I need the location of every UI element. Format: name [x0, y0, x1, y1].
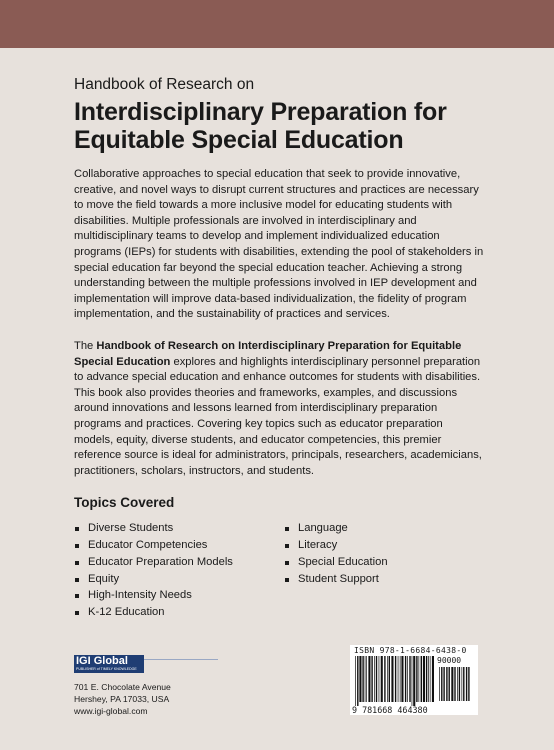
topic-item: Student Support — [284, 571, 388, 588]
barcode-bar — [401, 656, 403, 702]
barcode-bar — [409, 656, 410, 702]
barcode-bar — [368, 656, 370, 702]
topics-heading: Topics Covered — [74, 495, 175, 511]
description-paragraph-1: Collaborative approaches to special education that seek to provide innovative, creative, and novel ways to disrupt current structures and practices are necessary to move the field towards a more inclusive model for educating students with disabilities. Multiple professionals are involved in interdisciplinary and multidisciplinary teams to develop and implement individualized education programs (IEPs) for students with disabilities, extending the pool of stakeholders in special education far beyond the special education teacher. Achieving a strong understanding between the multiple professions involved in IEP development and implementation will improve data-based individualization, the fidelity of program implementation, and the sustainability of practices and services. — [74, 168, 484, 321]
paragraph-2-body: explores and highlights interdisciplinary personnel preparation to advance special education and enhance outcomes for students with disabilities. This book also provides theories and frameworks, examples, and discussions around innovations and lessons learned from interdisciplinary preparation programs and practices. Covering key topics such as educator preparation models, equity, diverse students, and educator competencies, this premier reference source is ideal for administrators, principals, researchers, academicians, practitioners, scholars, instructors, and students. — [74, 355, 482, 477]
isbn-barcode — [350, 645, 478, 715]
logo-text: IGI Global — [76, 655, 128, 667]
description-paragraph-2 — [74, 339, 484, 479]
barcode-bar — [468, 667, 469, 701]
barcode-bar — [359, 656, 361, 702]
barcode-bar — [384, 656, 385, 702]
barcode-bar — [381, 656, 383, 702]
topic-item: Educator Preparation Models — [74, 554, 233, 571]
barcode-bar — [457, 667, 458, 701]
barcode-bar — [405, 656, 406, 702]
topic-item: Language — [284, 520, 388, 537]
barcode-bar — [432, 656, 434, 702]
barcode-bar — [423, 656, 425, 702]
publisher-website: www.igi-global.com — [74, 705, 148, 716]
barcode-bar — [463, 667, 464, 701]
book-supertitle: Handbook of Research on — [74, 76, 255, 93]
barcode-bar — [421, 656, 422, 702]
logo-tagline: PUBLISHER of TIMELY KNOWLEDGE — [76, 667, 137, 671]
barcode-bar — [459, 667, 460, 701]
barcode-bar — [355, 656, 356, 706]
barcode-bar — [379, 656, 380, 702]
barcode-digits: 9 781668 464380 — [352, 705, 428, 715]
barcode-bar — [419, 656, 420, 702]
barcode-addon-bars — [438, 667, 472, 705]
barcode-bar — [443, 667, 444, 701]
publisher-block — [74, 655, 171, 717]
barcode-bar — [400, 656, 401, 702]
price-code: 90000 — [437, 656, 462, 665]
address-line-1: 701 E. Chocolate Avenue — [74, 682, 171, 692]
barcode-bar — [413, 656, 415, 706]
barcode-bar — [446, 667, 447, 701]
barcode-bar — [466, 667, 467, 701]
barcode-bar — [389, 656, 390, 702]
barcode-bar — [357, 656, 358, 706]
barcode-bar — [391, 656, 393, 702]
topic-item: Equity — [74, 571, 233, 588]
topics-list — [74, 520, 484, 620]
barcode-bar — [454, 667, 455, 701]
back-cover-content — [74, 76, 484, 620]
barcode-bar — [395, 656, 396, 702]
publisher-address — [74, 682, 171, 717]
barcode-bar — [398, 656, 399, 702]
logo-rule — [144, 659, 218, 660]
topics-column-left — [74, 520, 233, 621]
isbn-number: ISBN 978-1-6684-6438-0 — [354, 646, 467, 655]
barcode-bar — [374, 656, 375, 702]
barcode-bar — [362, 656, 363, 702]
barcode-bar — [449, 667, 450, 701]
barcode-bar — [412, 656, 413, 706]
topic-item: High-Intensity Needs — [74, 587, 233, 604]
top-color-band — [0, 0, 554, 48]
barcode-bar — [416, 656, 417, 702]
barcode-bar — [387, 656, 388, 702]
topic-item: K-12 Education — [74, 604, 233, 621]
barcode-bar — [407, 656, 408, 702]
barcode-bar — [462, 667, 463, 701]
topic-item: Special Education — [284, 554, 388, 571]
barcode-bar — [365, 656, 366, 702]
igi-global-logo — [74, 655, 144, 673]
address-line-2: Hershey, PA 17033, USA — [74, 693, 170, 704]
barcode-bar — [426, 656, 427, 702]
barcode-bar — [371, 656, 372, 702]
barcode-bars — [354, 656, 434, 706]
barcode-bar — [439, 667, 440, 701]
book-title-line-2: Equitable Special Education — [74, 126, 404, 154]
barcode-bar — [430, 656, 431, 702]
barcode-bar — [376, 656, 377, 702]
book-title-line-1: Interdisciplinary Preparation for — [74, 98, 447, 126]
paragraph-2-book-title: Handbook of Research on Interdisciplinary Preparation for Equitable Special Education — [74, 339, 462, 368]
topic-item: Educator Competencies — [74, 537, 233, 554]
barcode-bar — [366, 656, 367, 702]
barcode-bar — [441, 667, 442, 701]
barcode-bar — [451, 667, 453, 701]
topics-column-right — [284, 520, 388, 587]
topic-item: Literacy — [284, 537, 388, 554]
topic-item: Diverse Students — [74, 520, 233, 537]
paragraph-2-prefix: The — [74, 339, 97, 352]
barcode-bar — [428, 656, 429, 702]
